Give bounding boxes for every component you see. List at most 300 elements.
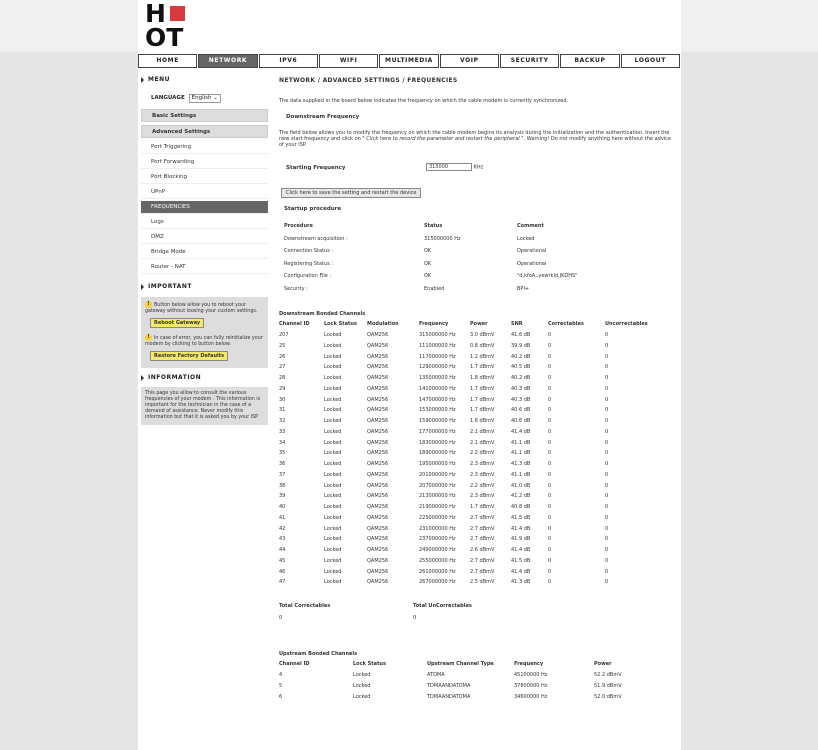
- warning-icon: !: [145, 301, 152, 308]
- startup-row: [284, 270, 584, 283]
- downstream-cell: 0: [605, 342, 609, 349]
- downstream-cell: 44: [279, 547, 286, 554]
- downstream-cell: Locked: [324, 428, 342, 435]
- startup-header-row: [284, 220, 584, 233]
- startup-cell: Connection Status :: [284, 248, 334, 255]
- downstream-cell: QAM256: [367, 375, 389, 382]
- downstream-row: [279, 416, 671, 427]
- downstream-cell: 1.6 dBmV: [470, 418, 495, 425]
- downstream-cell: Locked: [324, 568, 342, 575]
- information-box: This page you allow to consult the various frequencies of your modem . This information is important for the technician in the case of a demand of assistance. Never modify this information but that it is asked you by your ISP: [141, 387, 268, 425]
- upstream-cell: 6: [279, 693, 283, 700]
- downstream-cell: QAM256: [367, 439, 389, 446]
- downstream-row: [279, 405, 671, 416]
- downstream-cell: QAM256: [367, 385, 389, 392]
- downstream-cell: 25: [279, 342, 286, 349]
- downstream-row: [279, 545, 671, 556]
- downstream-bonded-title: Downstream Bonded Channels: [279, 311, 366, 317]
- downstream-cell: 0: [548, 364, 552, 371]
- downstream-cell: 31: [279, 407, 286, 414]
- logo-red-square: [170, 6, 185, 21]
- downstream-cell: 2.1 dBmV: [470, 439, 495, 446]
- downstream-cell: 32: [279, 418, 286, 425]
- downstream-cell: 2.7 dBmV: [470, 514, 495, 521]
- startup-cell: OK: [424, 260, 432, 267]
- downstream-cell: 41.1 dB: [511, 450, 531, 457]
- downstream-cell: 0: [548, 579, 552, 586]
- downstream-cell: 29: [279, 385, 286, 392]
- downstream-cell: 41.0 dB: [511, 482, 531, 489]
- downstream-cell: QAM256: [367, 525, 389, 532]
- starting-frequency-unit: KHz: [473, 164, 484, 171]
- startup-cell: 315000000 Hz: [424, 235, 461, 242]
- downstream-cell: Locked: [324, 439, 342, 446]
- chevron-down-icon: ⌄: [213, 95, 218, 101]
- downstream-row: [279, 513, 671, 524]
- downstream-row: [279, 523, 671, 534]
- downstream-cell: 0: [548, 504, 552, 511]
- downstream-cell: 41.1 dB: [511, 471, 531, 478]
- downstream-cell: 1.7 dBmV: [470, 385, 495, 392]
- upstream-cell: Locked: [353, 693, 371, 700]
- section-arrow-icon: [141, 284, 144, 290]
- downstream-cell: 41.3 dB: [511, 461, 531, 468]
- downstream-cell: 213000000 Hz: [419, 493, 456, 500]
- section-arrow-icon: [141, 77, 144, 83]
- downstream-cell: QAM256: [367, 471, 389, 478]
- sidebar-item-dmz[interactable]: DMZ: [141, 231, 268, 244]
- downstream-cell: 111000000 Hz: [419, 342, 456, 349]
- downstream-row: [279, 362, 671, 373]
- downstream-cell: 0: [605, 428, 609, 435]
- downstream-column-header: Lock Status: [324, 321, 357, 328]
- total-uncorrectables-value: 0: [413, 615, 417, 621]
- downstream-cell: 2.7 dBmV: [470, 525, 495, 532]
- downstream-cell: 117000000 Hz: [419, 353, 456, 360]
- downstream-row: [279, 448, 671, 459]
- downstream-cell: 177000000 Hz: [419, 428, 456, 435]
- total-correctables-label: Total Correctables: [279, 603, 331, 609]
- nav-tab-backup[interactable]: BACKUP: [560, 54, 619, 68]
- startup-cell: "d,kfoA,,yewrkld.JKDHS": [517, 273, 578, 280]
- downstream-cell: Locked: [324, 471, 342, 478]
- sidebar-item-logs[interactable]: Logs: [141, 216, 268, 229]
- startup-procedure-title: Startup procedure: [284, 206, 342, 212]
- downstream-cell: QAM256: [367, 568, 389, 575]
- downstream-row: [279, 459, 671, 470]
- startup-cell: OK: [424, 273, 432, 280]
- downstream-cell: 0: [605, 557, 609, 564]
- upstream-column-header: Frequency: [514, 661, 544, 668]
- upstream-cell: 51.9 dBmV: [594, 682, 622, 689]
- startup-cell: Locked: [517, 235, 535, 242]
- downstream-row: [279, 341, 671, 352]
- downstream-cell: 0: [548, 332, 552, 339]
- warning-icon: !: [145, 334, 152, 341]
- downstream-cell: 45: [279, 557, 286, 564]
- downstream-cell: 2.7 dBmV: [470, 568, 495, 575]
- section-arrow-icon: [141, 375, 144, 381]
- downstream-cell: 201000000 Hz: [419, 471, 456, 478]
- sidebar-item-router-nat[interactable]: Router - NAT: [141, 261, 268, 274]
- downstream-cell: 0: [548, 353, 552, 360]
- downstream-cell: 0: [605, 525, 609, 532]
- downstream-cell: QAM256: [367, 342, 389, 349]
- sidebar-item-bridge-mode[interactable]: Bridge Mode: [141, 246, 268, 259]
- downstream-cell: QAM256: [367, 428, 389, 435]
- sidebar-item-port-forwarding[interactable]: Port Forwarding: [141, 156, 268, 169]
- downstream-cell: 41.6 dB: [511, 332, 531, 339]
- downstream-cell: 1.7 dBmV: [470, 504, 495, 511]
- downstream-cell: Locked: [324, 332, 342, 339]
- downstream-cell: Locked: [324, 514, 342, 521]
- downstream-cell: Locked: [324, 493, 342, 500]
- downstream-cell: 0: [548, 547, 552, 554]
- downstream-cell: 41.2 dB: [511, 493, 531, 500]
- downstream-cell: 0: [548, 407, 552, 414]
- downstream-cell: 46: [279, 568, 286, 575]
- startup-procedure-table: [284, 220, 584, 295]
- downstream-cell: 40: [279, 504, 286, 511]
- startup-row: [284, 258, 584, 271]
- downstream-cell: 35: [279, 450, 286, 457]
- nav-tab-voip[interactable]: VOIP: [440, 54, 499, 68]
- downstream-cell: 2.2 dBmV: [470, 450, 495, 457]
- downstream-cell: 0: [605, 493, 609, 500]
- downstream-cell: Locked: [324, 364, 342, 371]
- sidebar-item-basic-settings[interactable]: Basic Settings: [141, 109, 268, 122]
- downstream-cell: 26: [279, 353, 286, 360]
- downstream-frequency-title: Downstream Frequency: [286, 114, 360, 120]
- restore-factory-defaults-button[interactable]: Restore Factory Defaults: [150, 351, 228, 361]
- downstream-cell: 207: [279, 332, 289, 339]
- startup-cell: Configuration File :: [284, 273, 332, 280]
- downstream-cell: 0: [548, 557, 552, 564]
- downstream-cell: 2.2 dBmV: [470, 482, 495, 489]
- downstream-cell: 0: [548, 375, 552, 382]
- startup-column-header: Procedure: [284, 223, 313, 230]
- intro-text: The data supplied in the board below indicates the frequency on which the cable modem is currently synchronized.: [279, 98, 569, 104]
- downstream-cell: 42: [279, 525, 286, 532]
- downstream-cell: Locked: [324, 353, 342, 360]
- language-selector: [151, 93, 268, 103]
- downstream-cell: 0: [605, 579, 609, 586]
- downstream-cell: 0: [605, 375, 609, 382]
- downstream-cell: 135000000 Hz: [419, 375, 456, 382]
- downstream-row: [279, 394, 671, 405]
- downstream-cell: 41.4 dB: [511, 428, 531, 435]
- downstream-cell: QAM256: [367, 536, 389, 543]
- upstream-column-header: Channel ID: [279, 661, 310, 668]
- sidebar-menu: [141, 109, 268, 274]
- startup-cell: Operational: [517, 248, 547, 255]
- startup-cell: Downstream acquisition :: [284, 235, 348, 242]
- downstream-cell: 41.1 dB: [511, 439, 531, 446]
- important-section-title: IMPORTANT: [141, 282, 268, 292]
- downstream-column-header: SNR: [511, 321, 523, 328]
- downstream-row: [279, 534, 671, 545]
- downstream-cell: 159000000 Hz: [419, 418, 456, 425]
- downstream-cell: 189000000 Hz: [419, 450, 456, 457]
- downstream-cell: Locked: [324, 450, 342, 457]
- downstream-cell: 39: [279, 493, 286, 500]
- downstream-cell: 41.4 dB: [511, 525, 531, 532]
- downstream-cell: 183000000 Hz: [419, 439, 456, 446]
- downstream-cell: QAM256: [367, 461, 389, 468]
- downstream-cell: 0: [605, 364, 609, 371]
- downstream-cell: Locked: [324, 461, 342, 468]
- starting-frequency-label: Starting Frequency: [286, 164, 346, 171]
- downstream-cell: 129000000 Hz: [419, 364, 456, 371]
- nav-tab-logout[interactable]: LOGOUT: [621, 54, 680, 68]
- downstream-cell: 219000000 Hz: [419, 504, 456, 511]
- upstream-row: [279, 691, 639, 702]
- downstream-column-header: Channel ID: [279, 321, 310, 328]
- upstream-header-row: [279, 659, 639, 670]
- upstream-cell: TDMAANDATDMA: [427, 693, 471, 700]
- page-title: NETWORK / ADVANCED SETTINGS / FREQUENCIES: [279, 77, 458, 84]
- downstream-cell: 0: [605, 461, 609, 468]
- downstream-cell: 1.7 dBmV: [470, 407, 495, 414]
- menu-section-title: MENU: [141, 75, 268, 85]
- downstream-cell: 41.9 dB: [511, 536, 531, 543]
- downstream-cell: 0: [548, 482, 552, 489]
- starting-frequency-input[interactable]: 315000: [426, 163, 472, 171]
- upstream-bonded-title: Upstream Bonded Channels: [279, 651, 358, 657]
- downstream-cell: 0: [605, 385, 609, 392]
- downstream-cell: 2.1 dBmV: [470, 428, 495, 435]
- startup-cell: Security :: [284, 285, 308, 292]
- upstream-cell: ATDMA: [427, 672, 445, 679]
- downstream-column-header: Correctables: [548, 321, 584, 328]
- nav-tab-ipv6[interactable]: IPV6: [259, 54, 318, 68]
- downstream-cell: QAM256: [367, 364, 389, 371]
- downstream-cell: Locked: [324, 396, 342, 403]
- nav-tab-network[interactable]: NETWORK: [198, 54, 257, 68]
- downstream-cell: 0: [548, 439, 552, 446]
- startup-cell: OK: [424, 248, 432, 255]
- startup-column-header: Comment: [517, 223, 544, 230]
- downstream-row: [279, 556, 671, 567]
- language-select[interactable]: English ⌄: [189, 94, 221, 103]
- page-container: [138, 0, 681, 750]
- downstream-cell: 40.5 dB: [511, 364, 531, 371]
- nav-tab-multimedia[interactable]: MULTIMEDIA: [379, 54, 438, 68]
- downstream-row: [279, 566, 671, 577]
- sidebar: [141, 75, 268, 425]
- downstream-row: [279, 427, 671, 438]
- downstream-row: [279, 502, 671, 513]
- downstream-cell: Locked: [324, 407, 342, 414]
- downstream-cell: 0: [605, 514, 609, 521]
- downstream-cell: 0: [548, 568, 552, 575]
- downstream-cell: QAM256: [367, 450, 389, 457]
- downstream-cell: 27: [279, 364, 286, 371]
- downstream-cell: 41.4 dB: [511, 547, 531, 554]
- downstream-cell: QAM256: [367, 547, 389, 554]
- downstream-cell: QAM256: [367, 579, 389, 586]
- downstream-cell: Locked: [324, 536, 342, 543]
- upstream-cell: 34600000 Hz: [514, 693, 548, 700]
- downstream-column-header: Uncorrectables: [605, 321, 648, 328]
- startup-cell: BPI+: [517, 285, 530, 292]
- downstream-cell: 2.5 dBmV: [470, 579, 495, 586]
- nav-tab-wifi[interactable]: WIFI: [319, 54, 378, 68]
- downstream-cell: QAM256: [367, 407, 389, 414]
- downstream-cell: 0: [605, 547, 609, 554]
- downstream-cell: QAM256: [367, 396, 389, 403]
- downstream-cell: 40.6 dB: [511, 418, 531, 425]
- important-text-reboot: ! Button below allow you to reboot your gateway without loosing your custom settings.: [145, 301, 258, 314]
- downstream-cell: 41.4 dB: [511, 568, 531, 575]
- downstream-cell: 40.2 dB: [511, 375, 531, 382]
- startup-cell: Enabled: [424, 285, 445, 292]
- downstream-cell: 237000000 Hz: [419, 536, 456, 543]
- downstream-cell: 0: [548, 536, 552, 543]
- downstream-cell: 315000000 Hz: [419, 332, 456, 339]
- downstream-cell: 2.6 dBmV: [470, 547, 495, 554]
- downstream-cell: 1.7 dBmV: [470, 396, 495, 403]
- downstream-cell: 39.9 dB: [511, 342, 531, 349]
- total-correctables: [279, 603, 330, 621]
- downstream-cell: 2.3 dBmV: [470, 461, 495, 468]
- starting-frequency-row: [286, 163, 483, 171]
- downstream-bonded-table: [279, 319, 671, 588]
- downstream-header-row: [279, 319, 671, 330]
- nav-tab-home[interactable]: HOME: [138, 54, 197, 68]
- downstream-cell: 267000000 Hz: [419, 579, 456, 586]
- sidebar-item-port-triggering[interactable]: Port Triggering: [141, 141, 268, 154]
- downstream-cell: 0: [605, 568, 609, 575]
- downstream-cell: 40.6 dB: [511, 407, 531, 414]
- downstream-cell: 0: [605, 396, 609, 403]
- nav-tab-security[interactable]: SECURITY: [500, 54, 559, 68]
- downstream-cell: 261000000 Hz: [419, 568, 456, 575]
- downstream-cell: 0: [548, 418, 552, 425]
- sidebar-item-upnp[interactable]: UPnP: [141, 186, 268, 199]
- downstream-row: [279, 470, 671, 481]
- upstream-bonded-table: [279, 659, 639, 702]
- downstream-cell: 0: [548, 514, 552, 521]
- downstream-cell: 34: [279, 439, 286, 446]
- upstream-row: [279, 681, 639, 692]
- upstream-cell: Locked: [353, 672, 371, 679]
- sidebar-item-port-blocking[interactable]: Port Blocking: [141, 171, 268, 184]
- downstream-cell: 0: [548, 342, 552, 349]
- downstream-cell: 41.5 dB: [511, 557, 531, 564]
- important-box: [141, 297, 268, 368]
- downstream-cell: 0: [605, 353, 609, 360]
- startup-row: [284, 283, 584, 296]
- save-and-restart-button[interactable]: Click here to save the setting and restart the device: [281, 188, 421, 198]
- upstream-column-header: Power: [594, 661, 612, 668]
- downstream-cell: 0: [605, 536, 609, 543]
- downstream-cell: QAM256: [367, 493, 389, 500]
- downstream-cell: 0: [605, 450, 609, 457]
- downstream-cell: 255000000 Hz: [419, 557, 456, 564]
- downstream-cell: 0: [548, 450, 552, 457]
- downstream-row: [279, 384, 671, 395]
- downstream-row: [279, 437, 671, 448]
- top-navigation: [138, 54, 681, 68]
- downstream-cell: 0: [605, 332, 609, 339]
- sidebar-item-advanced-settings[interactable]: Advanced Settings: [141, 125, 268, 138]
- upstream-row: [279, 670, 639, 681]
- downstream-cell: Locked: [324, 504, 342, 511]
- downstream-cell: 1.8 dBmV: [470, 375, 495, 382]
- downstream-cell: 0: [605, 439, 609, 446]
- upstream-cell: 37800000 Hz: [514, 682, 548, 689]
- downstream-cell: 249000000 Hz: [419, 547, 456, 554]
- downstream-cell: 36: [279, 461, 286, 468]
- downstream-column-header: Power: [470, 321, 488, 328]
- upstream-cell: 5: [279, 682, 283, 689]
- downstream-cell: Locked: [324, 579, 342, 586]
- downstream-row: [279, 373, 671, 384]
- downstream-cell: 231000000 Hz: [419, 525, 456, 532]
- downstream-cell: 37: [279, 471, 286, 478]
- instructions-text: The field below allows you to modify the frequency on which the cable modem begins its analysis during the initialization and the authentication. Insert the new start frequency and click on " Click here to record the parameter and restart the peripheral ". Warning! Do not modify anything here without the advice of your ISP.: [279, 130, 672, 148]
- downstream-cell: Locked: [324, 385, 342, 392]
- downstream-cell: 40.3 dB: [511, 385, 531, 392]
- hot-logo: [145, 2, 191, 50]
- downstream-cell: 0: [548, 385, 552, 392]
- startup-cell: Registering Status :: [284, 260, 334, 267]
- downstream-cell: 41.5 dB: [511, 514, 531, 521]
- upstream-column-header: Upstream Channel Type: [427, 661, 494, 668]
- downstream-cell: 38: [279, 482, 286, 489]
- downstream-cell: 41: [279, 514, 286, 521]
- total-uncorrectables-label: Total UnCorrectables: [413, 603, 472, 609]
- downstream-cell: 153000000 Hz: [419, 407, 456, 414]
- downstream-column-header: Modulation: [367, 321, 399, 328]
- downstream-cell: 195000000 Hz: [419, 461, 456, 468]
- downstream-cell: 0: [605, 418, 609, 425]
- downstream-cell: 28: [279, 375, 286, 382]
- information-section-title: INFORMATION: [141, 373, 268, 383]
- downstream-cell: QAM256: [367, 353, 389, 360]
- downstream-cell: Locked: [324, 418, 342, 425]
- downstream-cell: Locked: [324, 547, 342, 554]
- logo-letter-h: H: [145, 0, 166, 28]
- downstream-cell: 40.3 dB: [511, 396, 531, 403]
- downstream-cell: Locked: [324, 525, 342, 532]
- reboot-gateway-button[interactable]: Reboot Gateway: [150, 318, 204, 328]
- downstream-cell: 41.3 dB: [511, 579, 531, 586]
- downstream-cell: 40.2 dB: [511, 353, 531, 360]
- downstream-cell: 147000000 Hz: [419, 396, 456, 403]
- downstream-cell: 0: [605, 504, 609, 511]
- sidebar-item-frequencies[interactable]: FREQUENCIES: [141, 201, 268, 214]
- downstream-cell: QAM256: [367, 557, 389, 564]
- downstream-cell: 0: [605, 407, 609, 414]
- upstream-cell: Locked: [353, 682, 371, 689]
- downstream-row: [279, 491, 671, 502]
- downstream-cell: 0: [548, 493, 552, 500]
- downstream-row: [279, 577, 671, 588]
- logo-letters-ot: OT: [145, 23, 184, 52]
- downstream-cell: 0: [548, 471, 552, 478]
- total-correctables-value: 0: [279, 615, 283, 621]
- downstream-cell: Locked: [324, 375, 342, 382]
- downstream-cell: QAM256: [367, 332, 389, 339]
- downstream-cell: 2.3 dBmV: [470, 471, 495, 478]
- startup-column-header: Status: [424, 223, 443, 230]
- total-uncorrectables: [413, 603, 472, 621]
- downstream-cell: 2.7 dBmV: [470, 536, 495, 543]
- startup-cell: Operational: [517, 260, 547, 267]
- language-label: LANGUAGE: [151, 95, 185, 101]
